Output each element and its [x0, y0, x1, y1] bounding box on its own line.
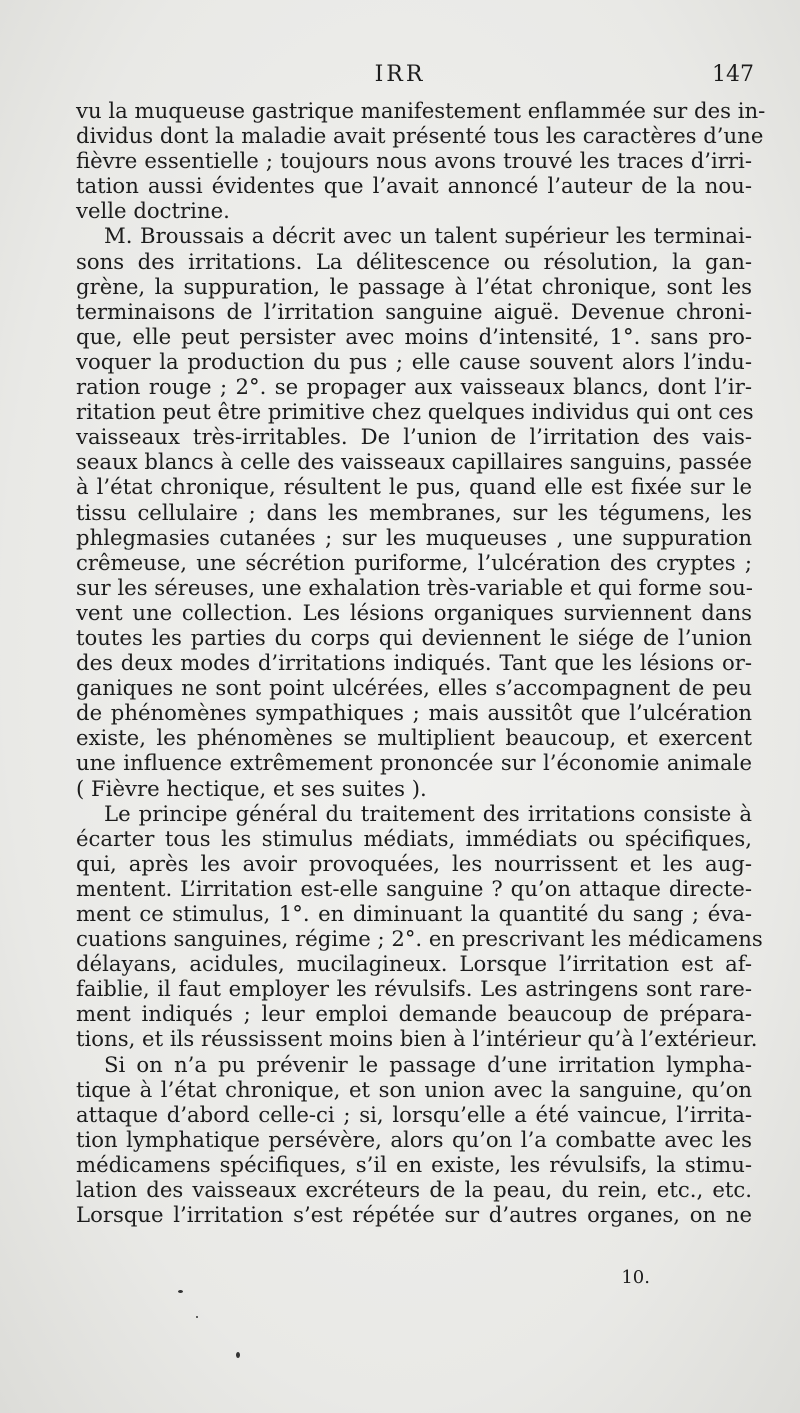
- text-line: tation aussi évidentes que l’avait annoncé l’auteur de la nou-: [76, 173, 752, 199]
- text-line: tissu cellulaire ; dans les membranes, sur les tégumens, les: [76, 499, 752, 525]
- text-line: crêmeuse, une sécrétion puriforme, l’ulcération des cryptes ;: [76, 549, 752, 575]
- ink-speck: [196, 1316, 198, 1318]
- text-line: tique à l’état chronique, et son union avec la sanguine, qu’on: [76, 1076, 752, 1102]
- text-line: attaque d’abord celle-ci ; si, lorsqu’elle a été vaincue, l’irrita-: [76, 1101, 752, 1127]
- text-line: toutes les parties du corps qui deviennent le siége de l’union: [76, 624, 752, 650]
- text-line: faiblie, il faut employer les révulsifs. Les astringens sont rare-: [76, 976, 752, 1002]
- text-line: Si on n’a pu prévenir le passage d’une irritation lympha-: [104, 1051, 752, 1077]
- text-line: terminaisons de l’irritation sanguine aiguë. Devenue chroni-: [76, 298, 752, 324]
- text-line: M. Broussais a décrit avec un talent supérieur les terminai-: [104, 223, 752, 249]
- text-line: phlegmasies cutanées ; sur les muqueuses , une suppuration: [76, 524, 752, 550]
- text-line: à l’état chronique, résultent le pus, quand elle est fixée sur le: [76, 474, 752, 500]
- text-line: médicamens spécifiques, s’il en existe, les révulsifs, la stimu-: [76, 1151, 752, 1177]
- text-line: dividus dont la maladie avait présenté tous les caractères d’une: [76, 123, 764, 149]
- body-text: [76, 98, 766, 1228]
- text-line: voquer la production du pus ; elle cause souvent alors l’indu-: [76, 348, 752, 374]
- signature-mark: 10.: [621, 1267, 650, 1288]
- text-line: grène, la suppuration, le passage à l’état chronique, sont les: [76, 273, 752, 299]
- text-line: tion lymphatique persévère, alors qu’on l’a combatte avec les: [76, 1126, 752, 1152]
- text-line: une influence extrêmement prononcée sur l’économie animale: [76, 750, 752, 776]
- text-line: cuations sanguines, régime ; 2°. en prescrivant les médicamens: [76, 926, 763, 952]
- text-line: qui, après les avoir provoquées, les nourrissent et les aug-: [76, 850, 752, 876]
- text-line: Lorsque l’irritation s’est répétée sur d’autres organes, on ne: [76, 1202, 752, 1228]
- text-line: fièvre essentielle ; toujours nous avons trouvé les traces d’irri-: [76, 148, 752, 174]
- ink-speck: [178, 1290, 183, 1293]
- text-line: seaux blancs à celle des vaisseaux capillaires sanguins, passée: [76, 449, 752, 475]
- text-line: des deux modes d’irritations indiqués. Tant que les lésions or-: [76, 650, 752, 676]
- text-line: vu la muqueuse gastrique manifestement enflammée sur des in-: [76, 98, 766, 123]
- text-line: délayans, acidules, mucilagineux. Lorsque l’irritation est af-: [76, 951, 752, 977]
- text-line: vent une collection. Les lésions organiques surviennent dans: [76, 599, 752, 625]
- text-line: ration rouge ; 2°. se propager aux vaisseaux blancs, dont l’ir-: [76, 374, 752, 400]
- text-line: sons des irritations. La délitescence ou résolution, la gan-: [76, 248, 752, 274]
- text-line: mentent. L’irritation est-elle sanguine ? qu’on attaque directe-: [76, 875, 752, 901]
- text-line: de phénomènes sympathiques ; mais aussitôt que l’ulcération: [76, 700, 752, 726]
- ink-speck: [236, 1352, 240, 1358]
- text-line: ment ce stimulus, 1°. en diminuant la quantité du sang ; éva-: [76, 901, 752, 926]
- text-line: lation des vaisseaux excréteurs de la peau, du rein, etc., etc.: [76, 1177, 752, 1203]
- text-line: sur les séreuses, une exhalation très-variable et qui forme sou-: [76, 574, 753, 600]
- running-head-title: IRR: [374, 62, 426, 87]
- text-line: ritation peut être primitive chez quelques individus qui ont ces: [76, 399, 754, 425]
- text-line: ganiques ne sont point ulcérées, elles s’accompagnent de peu: [76, 675, 752, 701]
- text-line: vaisseaux très-irritables. De l’union de l’irritation des vais-: [76, 424, 752, 450]
- text-line: Le principe général du traitement des irritations consiste à: [104, 800, 752, 826]
- text-line: que, elle peut persister avec moins d’intensité, 1°. sans pro-: [76, 323, 752, 349]
- text-line: existe, les phénomènes se multiplient beaucoup, et exercent: [76, 725, 752, 751]
- text-line: velle doctrine.: [76, 198, 230, 224]
- page-number: 147: [712, 62, 754, 87]
- text-line: ment indiqués ; leur emploi demande beaucoup de prépara-: [76, 1001, 752, 1027]
- text-line: écarter tous les stimulus médiats, immédiats ou spécifiques,: [76, 825, 752, 851]
- text-line: tions, et ils réussissent moins bien à l’intérieur qu’à l’extérieur.: [76, 1026, 758, 1052]
- running-head: [0, 62, 800, 92]
- text-line: ( Fièvre hectique, et ses suites ).: [76, 775, 427, 801]
